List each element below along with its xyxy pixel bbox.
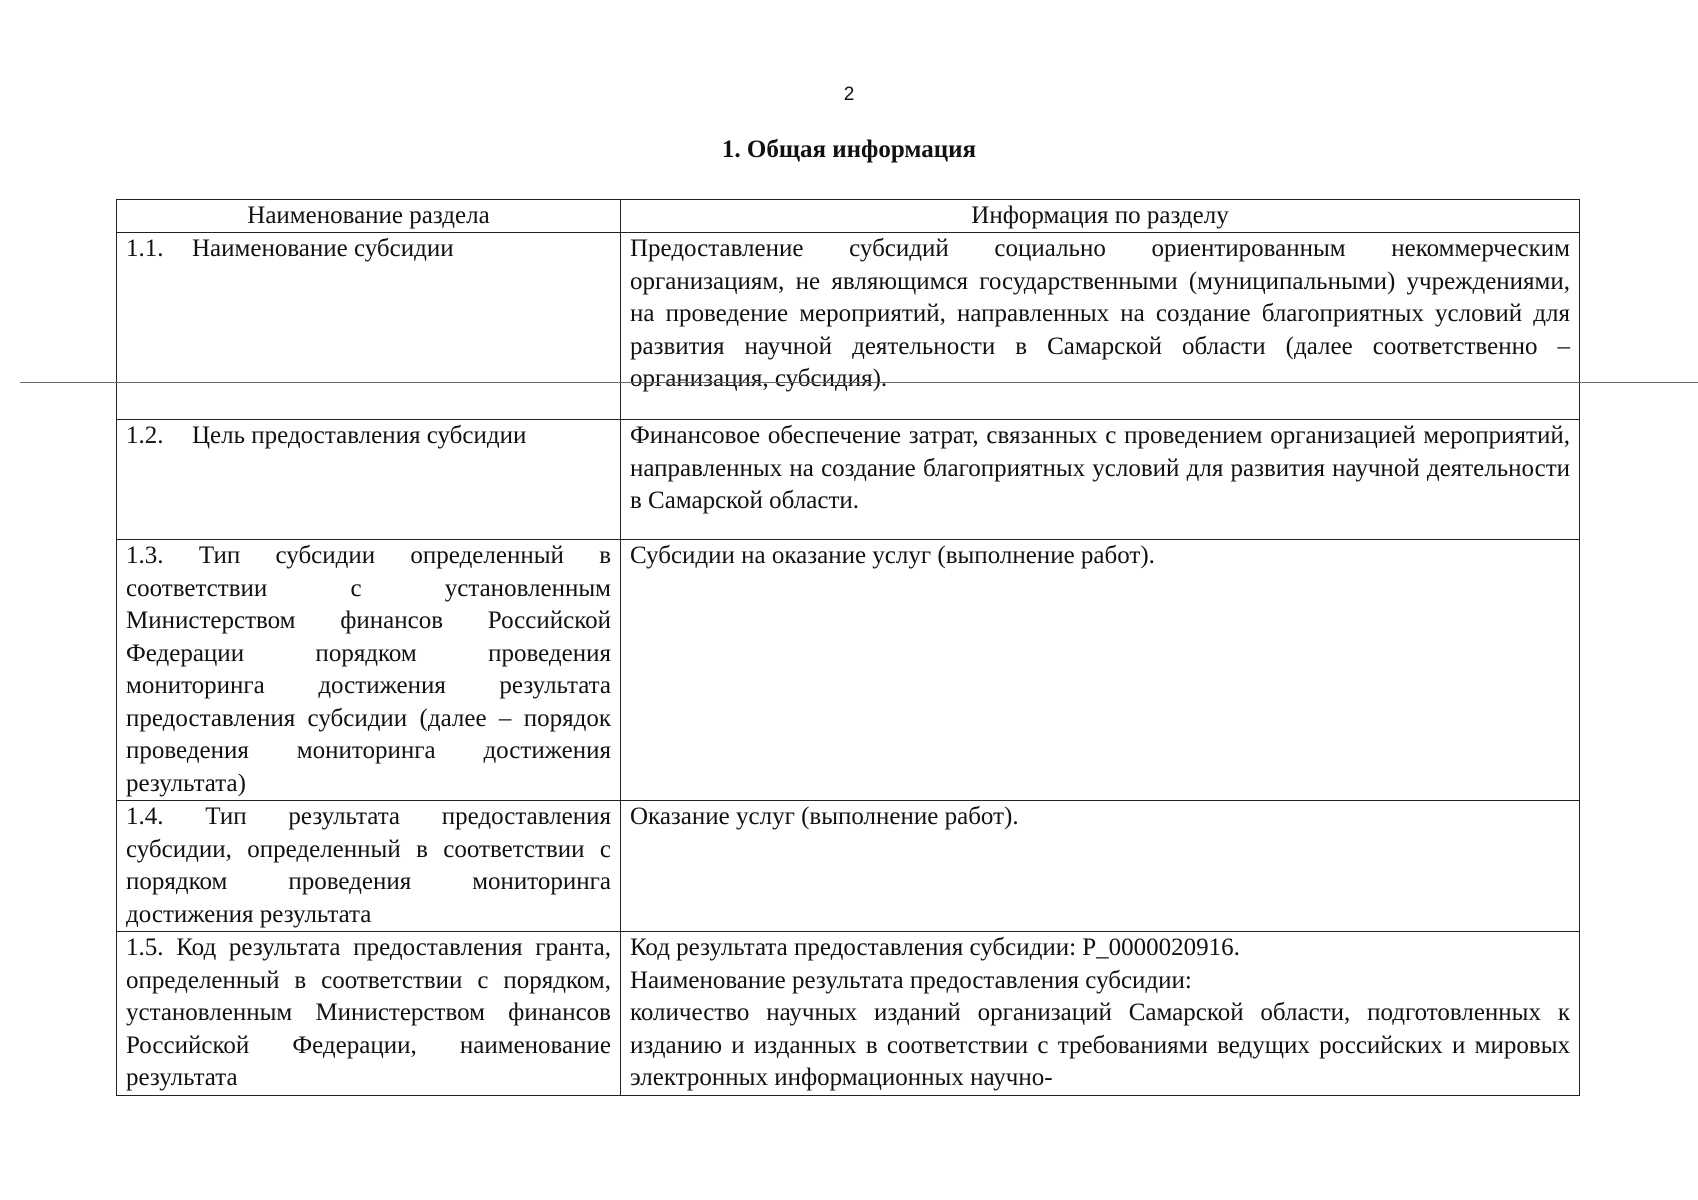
header-section-info: Информация по разделу xyxy=(621,200,1580,233)
table-row xyxy=(117,801,1580,932)
row-info-cell xyxy=(621,420,1580,540)
result-name-label: Наименование результата предоставления субсидии: xyxy=(630,966,1192,994)
result-name: количество научных изданий организаций Самарской области, подготовленных к изданию и изданных в соответствии с требованиями ведущих российских и мировых электронных информационных научно- xyxy=(630,999,1570,1091)
row-info: Оказание услуг (выполнение работ). xyxy=(630,803,1019,830)
row-info: Предоставление субсидий социально ориентированным некоммерческим организациям, не являющимся государственными (муниципальными) учреждениями, на проведение мероприятий, направленных на создание благоприятных условий для развития научной деятельности в Самарской области (далее соответственно – организация, субсидия). xyxy=(630,235,1570,392)
table-row xyxy=(117,233,1580,420)
row-info-cell xyxy=(621,932,1580,1096)
table-header-row xyxy=(117,200,1580,233)
section-title: 1. Общая информация xyxy=(721,136,977,163)
header-section-name: Наименование раздела xyxy=(117,200,621,233)
row-label: Цель предоставления субсидии xyxy=(192,422,527,449)
row-number: 1.2. xyxy=(126,422,164,449)
row-info: Финансовое обеспечение затрат, связанных с проведением организацией мероприятий, направленных на создание благоприятных условий для развития научной деятельности в Самарской области. xyxy=(630,422,1570,514)
table-row xyxy=(117,932,1580,1096)
row-label: Код результата предоставления гранта, определенный в соответствии с порядком, установленным Министерством финансов Российской Федерации, наименование результата xyxy=(126,934,611,1091)
table-row xyxy=(117,540,1580,801)
row-label-cell xyxy=(117,540,621,801)
row-label: Тип результата предоставления субсидии, определенный в соответствии с порядком проведения мониторинга достижения результата xyxy=(126,803,611,928)
result-code: Код результата предоставления субсидии: P_0000020916. xyxy=(630,934,1240,961)
row-info-cell xyxy=(621,801,1580,932)
general-info-table xyxy=(116,199,1580,1096)
row-label-cell xyxy=(117,233,621,420)
page-number: 2 xyxy=(843,84,855,105)
row-number: 1.1. xyxy=(126,235,164,262)
row-label-cell xyxy=(117,932,621,1096)
row-info: Субсидии на оказание услуг (выполнение работ). xyxy=(630,542,1155,569)
row-info-cell xyxy=(621,540,1580,801)
row-label: Тип субсидии определенный в соответствии с установленным Министерством финансов Российской Федерации порядком проведения мониторинга достижения результата предоставления субсидии (далее – порядок проведения мониторинга достижения результата) xyxy=(126,542,612,797)
row-number: 1.4. xyxy=(126,803,164,830)
row-number: 1.5. xyxy=(126,934,164,961)
table-row xyxy=(117,420,1580,540)
scan-artifact-line xyxy=(20,382,1698,383)
row-number: 1.3. xyxy=(126,542,164,569)
row-label-cell xyxy=(117,420,621,540)
row-label-cell xyxy=(117,801,621,932)
row-info-cell xyxy=(621,233,1580,420)
row-label: Наименование субсидии xyxy=(192,235,454,262)
